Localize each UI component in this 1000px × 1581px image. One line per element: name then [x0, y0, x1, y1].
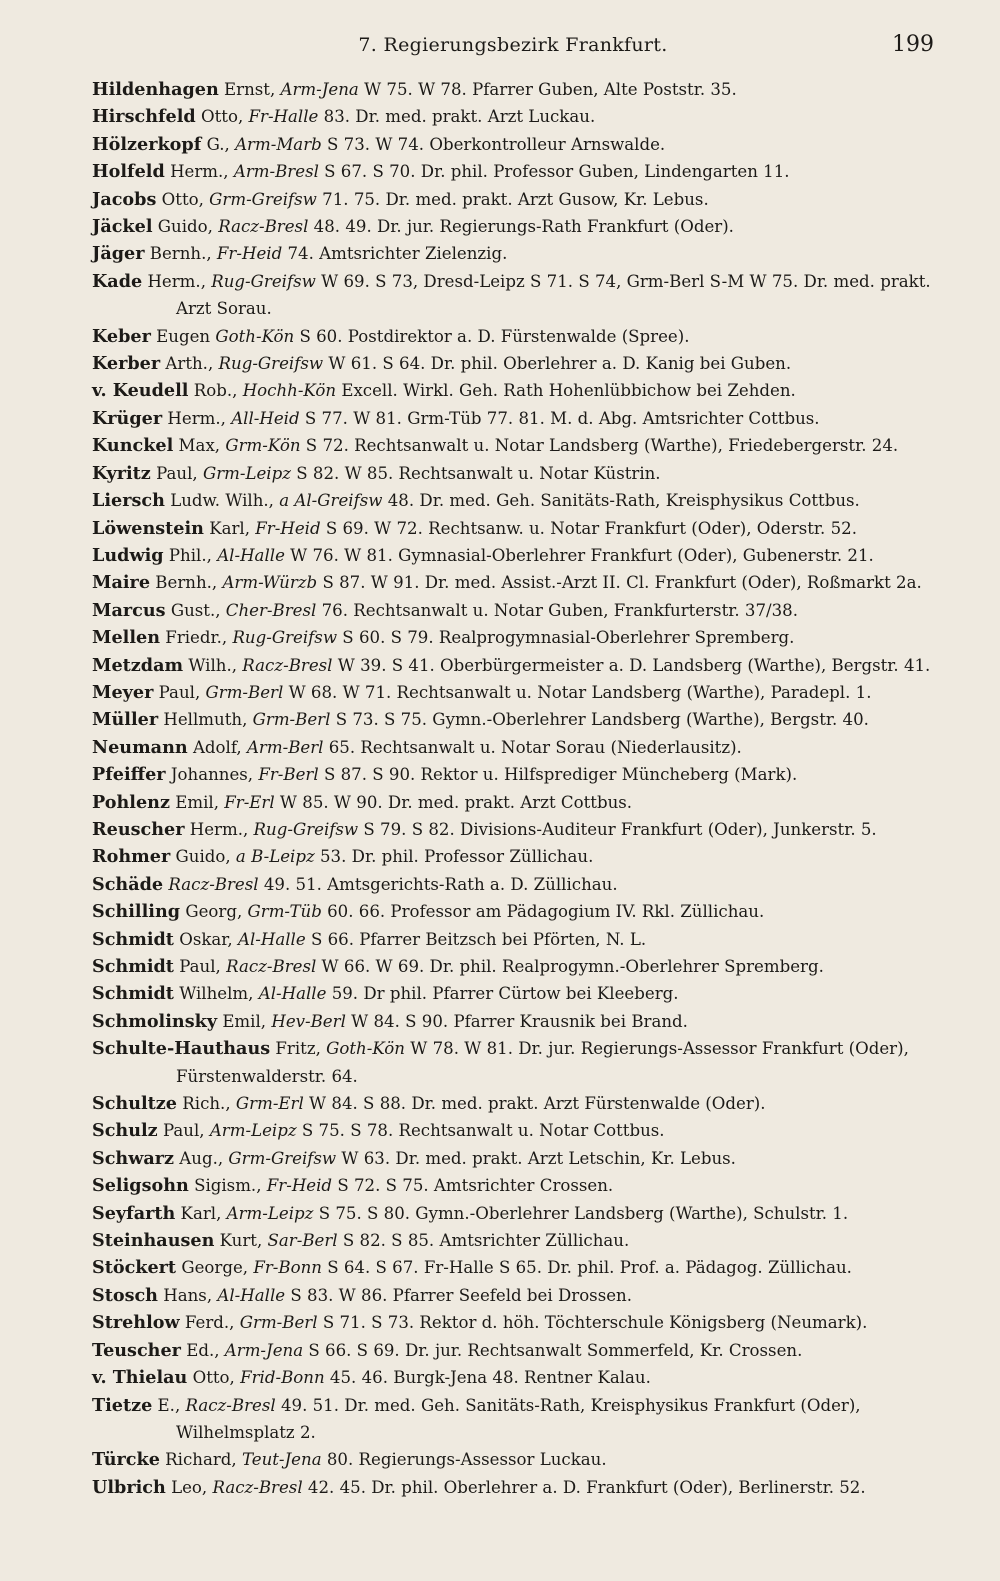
entry-details: W 63. Dr. med. prakt. Arzt Letschin, Kr. Lebus.	[336, 1148, 736, 1168]
entry-surname: Kerber	[92, 353, 161, 375]
entry-surname: Teuscher	[92, 1339, 181, 1361]
entry-given-name: Gust.,	[165, 600, 226, 620]
entry-given-name: Friedr.,	[160, 628, 233, 648]
entry-given-name: Karl,	[203, 518, 256, 538]
entry-details: S 72. S 75. Amtsrichter Crossen.	[332, 1176, 614, 1196]
entry-given-name: Sigism.,	[188, 1176, 267, 1196]
entry-details: 71. 75. Dr. med. prakt. Arzt Gusow, Kr. Lebus.	[316, 189, 709, 209]
entry-given-name: George,	[176, 1258, 254, 1278]
entry-university: a B-Leipz	[235, 847, 315, 867]
entry-given-name: Johannes,	[165, 765, 259, 785]
entry-given-name: Karl,	[175, 1203, 227, 1223]
entry-university: Racz-Bresl	[226, 957, 317, 976]
entry-given-name: Ferd.,	[179, 1313, 240, 1333]
register-entry	[92, 1145, 934, 1172]
entry-details: S 87. W 91. Dr. med. Assist.-Arzt II. Cl. Frankfurt (Oder), Roßmarkt 2a.	[317, 573, 922, 593]
entry-details: S 79. S 82. Divisions-Auditeur Frankfurt (Oder), Junkerstr. 5.	[358, 819, 877, 839]
entry-given-name: Richard,	[159, 1450, 242, 1470]
entry-details: 53. Dr. phil. Professor Züllichau.	[314, 847, 594, 867]
register-entry	[92, 597, 934, 624]
entry-university: Fr-Heid	[266, 1176, 333, 1196]
register-entry	[92, 213, 934, 240]
entry-given-name: Hellmuth,	[158, 710, 253, 730]
entry-surname: Meyer	[92, 681, 154, 703]
entry-surname: Keber	[92, 325, 151, 347]
register-entry	[92, 761, 934, 788]
entry-given-name: Otto,	[195, 107, 249, 127]
entry-surname: Strehlow	[92, 1312, 180, 1334]
entry-surname: Stosch	[92, 1284, 158, 1306]
entry-university: All-Heid	[231, 408, 300, 428]
register-entry	[92, 734, 934, 761]
entry-details: 42. 45. Dr. phil. Oberlehrer a. D. Frankfurt (Oder), Berlinerstr. 52.	[302, 1477, 866, 1497]
register-entry	[92, 487, 934, 514]
register-entry	[92, 1172, 934, 1199]
entry-university: Rug-Greifsw	[232, 628, 338, 648]
entry-surname: v. Keudell	[92, 380, 189, 402]
entry-surname: Holfeld	[92, 161, 165, 183]
entry-university: Fr-Erl	[224, 792, 275, 812]
entry-university: Teut-Jena	[241, 1450, 322, 1470]
entry-university: Arm-Berl	[246, 737, 324, 757]
entry-university: Arm-Bresl	[233, 162, 319, 182]
entry-university: Hev-Berl	[271, 1011, 346, 1031]
entry-university: Fr-Heid	[216, 244, 283, 264]
entry-given-name: Rich.,	[177, 1094, 236, 1114]
entry-given-name: Bernh.,	[144, 244, 217, 264]
entry-given-name: Hans,	[157, 1285, 218, 1305]
entry-details: W 85. W 90. Dr. med. prakt. Arzt Cottbus.	[274, 792, 633, 812]
entry-surname: Schmolinsky	[92, 1010, 218, 1032]
register-entry	[92, 1446, 934, 1473]
entry-details: S 72. Rechtsanwalt u. Notar Landsberg (Warthe), Friedebergerstr. 24.	[300, 436, 899, 456]
register-entries	[92, 76, 934, 1501]
entry-details: W 61. S 64. Dr. phil. Oberlehrer a. D. Kanig bei Guben.	[323, 354, 792, 374]
entry-given-name: Emil,	[169, 792, 225, 812]
register-entry	[92, 953, 934, 980]
entry-surname: Metzdam	[92, 654, 184, 676]
entry-details: 59. Dr phil. Pfarrer Cürtow bei Kleeberg.	[326, 984, 679, 1004]
entry-details: W 84. S 90. Pfarrer Krausnik bei Brand.	[345, 1011, 688, 1031]
entry-details: S 69. W 72. Rechtsanw. u. Notar Frankfurt (Oder), Oderstr. 52.	[320, 518, 857, 538]
entry-university: Arm-Jena	[280, 80, 359, 99]
entry-details: 49. 51. Dr. med. Geh. Sanitäts-Rath, Kreisphysikus Frankfurt (Oder), Wilhelmsplatz 2.	[176, 1395, 861, 1442]
entry-given-name: Kurt,	[214, 1231, 268, 1251]
entry-given-name: Max,	[173, 436, 226, 456]
entry-details: S 71. S 73. Rektor d. höh. Töchterschule Königsberg (Neumark).	[317, 1313, 868, 1333]
register-entry	[92, 377, 934, 404]
entry-university: Racz-Bresl	[218, 217, 309, 237]
entry-details: S 82. W 85. Rechtsanwalt u. Notar Küstrin.	[290, 463, 661, 483]
entry-university: Grm-Berl	[252, 710, 331, 730]
entry-surname: Hölzerkopf	[92, 133, 202, 155]
entry-university: Fr-Heid	[255, 518, 321, 538]
entry-given-name: Paul,	[150, 463, 203, 483]
entry-given-name: Eugen	[150, 326, 216, 346]
register-entry	[92, 624, 934, 651]
entry-given-name: Adolf,	[187, 737, 247, 757]
entry-given-name: Georg,	[180, 902, 248, 922]
entry-details: S 64. S 67. Fr-Halle S 65. Dr. phil. Prof. a. Pädagog. Züllichau.	[321, 1258, 852, 1278]
entry-surname: Löwenstein	[92, 517, 204, 539]
entry-given-name: Bernh.,	[150, 573, 223, 593]
entry-surname: Kyritz	[92, 462, 151, 484]
entry-given-name: Wilhelm,	[173, 984, 259, 1004]
entry-university: Rug-Greifsw	[211, 271, 316, 291]
entry-details: 48. Dr. med. Geh. Sanitäts-Rath, Kreisphysikus Cottbus.	[382, 491, 860, 511]
entry-details: W 66. W 69. Dr. phil. Realprogymn.-Oberlehrer Spremberg.	[316, 957, 824, 976]
entry-details: S 73. W 74. Oberkontrolleur Arnswalde.	[321, 134, 666, 154]
entry-university: Al-Halle	[258, 984, 327, 1004]
entry-given-name: Leo,	[165, 1477, 213, 1497]
entry-surname: Stöckert	[92, 1257, 177, 1279]
entry-university: Arm-Leipz	[226, 1203, 314, 1223]
register-entry	[92, 816, 934, 843]
register-entry	[92, 432, 934, 459]
entry-university: a Al-Greifsw	[279, 491, 383, 511]
register-entry	[92, 542, 934, 569]
entry-details: W 78. W 81. Dr. jur. Regierungs-Assessor Frankfurt (Oder), Fürstenwalderstr. 64.	[176, 1039, 909, 1086]
entry-given-name: Herm.,	[142, 271, 212, 291]
register-entry	[92, 980, 934, 1007]
entry-university: Grm-Leipz	[202, 463, 291, 483]
entry-given-name: Fritz,	[270, 1039, 327, 1059]
entry-details: W 75. W 78. Pfarrer Guben, Alte Poststr. 35.	[358, 80, 737, 99]
register-entry	[92, 405, 934, 432]
entry-university: Goth-Kön	[326, 1039, 405, 1059]
entry-details: S 87. S 90. Rektor u. Hilfsprediger Müncheberg (Mark).	[318, 765, 798, 785]
entry-university: Grm-Greifsw	[228, 1148, 337, 1168]
register-entry	[92, 1309, 934, 1336]
entry-surname: Ludwig	[92, 544, 164, 566]
entry-details: 60. 66. Professor am Pädagogium IV. Rkl. Züllichau.	[321, 902, 765, 922]
register-entry	[92, 1117, 934, 1144]
entry-university: Rug-Greifsw	[218, 354, 324, 374]
entry-details: W 68. W 71. Rechtsanwalt u. Notar Landsberg (Warthe), Paradepl. 1.	[283, 682, 872, 702]
entry-details: S 67. S 70. Dr. phil. Professor Guben, Lindengarten 11.	[318, 162, 790, 182]
entry-given-name: Oskar,	[173, 929, 238, 949]
entry-surname: Pfeiffer	[92, 764, 166, 786]
entry-details: S 66. S 69. Dr. jur. Rechtsanwalt Sommerfeld, Kr. Crossen.	[303, 1340, 803, 1360]
entry-given-name: Otto,	[156, 189, 210, 209]
register-entry	[92, 460, 934, 487]
entry-surname: Neumann	[92, 736, 188, 758]
entry-given-name: Arth.,	[160, 354, 219, 374]
entry-university: Racz-Bresl	[242, 655, 333, 675]
entry-details: S 75. S 78. Rechtsanwalt u. Notar Cottbus.	[296, 1121, 665, 1141]
entry-university: Hochh-Kön	[242, 381, 337, 401]
register-entry	[92, 103, 934, 130]
register-entry	[92, 1282, 934, 1309]
register-entry	[92, 1474, 934, 1501]
entry-surname: Rohmer	[92, 846, 171, 868]
entry-given-name: G.,	[201, 134, 236, 154]
entry-university: Grm-Kön	[225, 436, 301, 456]
entry-given-name: Phil.,	[163, 545, 218, 565]
entry-details: W 39. S 41. Oberbürgermeister a. D. Landsberg (Warthe), Bergstr. 41.	[332, 655, 931, 675]
entry-university: Sar-Berl	[267, 1231, 338, 1251]
entry-surname: Schulz	[92, 1120, 158, 1142]
entry-given-name: Ernst,	[218, 80, 281, 99]
register-entry	[92, 158, 934, 185]
entry-university: Cher-Bresl	[225, 600, 317, 620]
entry-university: Racz-Bresl	[212, 1477, 303, 1497]
entry-surname: Seyfarth	[92, 1202, 176, 1224]
entry-university: Grm-Greifsw	[209, 189, 317, 209]
register-entry	[92, 1200, 934, 1227]
entry-details: S 82. S 85. Amtsrichter Züllichau.	[337, 1231, 630, 1251]
entry-details: 74. Amtsrichter Zielenzig.	[282, 244, 508, 264]
running-head	[92, 30, 934, 64]
entry-surname: Müller	[92, 709, 159, 731]
entry-surname: v. Thielau	[92, 1367, 188, 1389]
entry-university: Grm-Tüb	[247, 902, 322, 922]
register-entry	[92, 1254, 934, 1281]
register-entry	[92, 1227, 934, 1254]
register-entry	[92, 706, 934, 733]
register-entry	[92, 1035, 934, 1090]
entry-university: Al-Halle	[237, 929, 306, 949]
entry-surname: Schmidt	[92, 928, 174, 950]
register-entry	[92, 268, 934, 323]
entry-details: 49. 51. Amtsgerichts-Rath a. D. Züllichau.	[258, 874, 618, 894]
entry-surname: Jäckel	[92, 216, 153, 238]
entry-details: 83. Dr. med. prakt. Arzt Luckau.	[318, 107, 596, 127]
entry-surname: Hildenhagen	[92, 79, 219, 100]
register-entry	[92, 898, 934, 925]
entry-details: S 75. S 80. Gymn.-Oberlehrer Landsberg (Warthe), Schulstr. 1.	[313, 1203, 849, 1223]
entry-details: W 84. S 88. Dr. med. prakt. Arzt Fürstenwalde (Oder).	[303, 1094, 766, 1114]
entry-details: 45. 46. Burgk-Jena 48. Rentner Kalau.	[324, 1368, 651, 1388]
entry-details: S 60. S 79. Realprogymnasial-Oberlehrer Spremberg.	[337, 628, 795, 648]
entry-details: S 60. Postdirektor a. D. Fürstenwalde (Spree).	[294, 326, 690, 346]
entry-given-name: Paul,	[157, 1121, 210, 1141]
entry-surname: Kade	[92, 270, 143, 292]
entry-university: Fr-Bonn	[253, 1258, 322, 1278]
entry-surname: Schmidt	[92, 983, 174, 1005]
register-entry	[92, 1364, 934, 1391]
entry-surname: Kunckel	[92, 435, 174, 457]
register-entry	[92, 652, 934, 679]
entry-surname: Reuscher	[92, 818, 185, 840]
register-entry	[92, 350, 934, 377]
entry-given-name: Guido,	[170, 847, 236, 867]
register-entry	[92, 1392, 934, 1447]
entry-details: S 73. S 75. Gymn.-Oberlehrer Landsberg (Warthe), Bergstr. 40.	[330, 710, 869, 730]
register-entry	[92, 186, 934, 213]
register-entry	[92, 515, 934, 542]
page-number: 199	[892, 32, 934, 57]
entry-university: Grm-Berl	[239, 1313, 318, 1333]
entry-university: Frid-Bonn	[240, 1368, 325, 1388]
entry-surname: Tietze	[92, 1394, 153, 1416]
entry-surname: Ulbrich	[92, 1476, 166, 1498]
entry-surname: Seligsohn	[92, 1175, 189, 1197]
entry-given-name: Paul,	[173, 957, 227, 976]
register-entry	[92, 240, 934, 267]
entry-university: Fr-Halle	[248, 107, 319, 127]
register-entry	[92, 843, 934, 870]
register-entry	[92, 1337, 934, 1364]
entry-surname: Türcke	[92, 1449, 160, 1471]
entry-details: 76. Rechtsanwalt u. Notar Guben, Frankfurterstr. 37/38.	[316, 600, 798, 620]
entry-details: 48. 49. Dr. jur. Regierungs-Rath Frankfurt (Oder).	[308, 217, 734, 237]
entry-details: 80. Regierungs-Assessor Luckau.	[321, 1450, 607, 1470]
entry-university: Arm-Leipz	[209, 1121, 297, 1141]
entry-surname: Hirschfeld	[92, 106, 196, 128]
entry-surname: Schilling	[92, 901, 181, 923]
entry-university: Al-Halle	[217, 545, 285, 565]
register-entry	[92, 323, 934, 350]
entry-given-name: Ludw. Wilh.,	[164, 491, 280, 511]
register-entry	[92, 569, 934, 596]
entry-given-name: Aug.,	[174, 1148, 229, 1168]
entry-given-name: Ed.,	[180, 1340, 225, 1360]
entry-university: Arm-Marb	[235, 134, 322, 154]
entry-university: Grm-Erl	[235, 1094, 304, 1114]
register-entry	[92, 1008, 934, 1035]
entry-given-name: Otto,	[187, 1368, 241, 1388]
entry-surname: Krüger	[92, 407, 163, 429]
entry-university: Racz-Bresl	[168, 874, 259, 894]
entry-university: Racz-Bresl	[185, 1395, 276, 1415]
entry-surname: Schulte-Hauthaus	[92, 1038, 271, 1060]
entry-given-name: Herm.,	[164, 162, 234, 182]
entry-details: 65. Rechtsanwalt u. Notar Sorau (Niederlausitz).	[323, 737, 742, 757]
entry-surname: Schmidt	[92, 956, 174, 977]
running-title: 7. Regierungsbezirk Frankfurt.	[358, 34, 668, 56]
entry-surname: Schäde	[92, 873, 164, 895]
entry-surname: Schwarz	[92, 1147, 175, 1169]
entry-given-name: Wilh.,	[183, 655, 243, 675]
entry-surname: Jäger	[92, 243, 145, 265]
entry-university: Arm-Würzb	[222, 573, 318, 593]
entry-given-name: Paul,	[153, 682, 206, 702]
register-entry	[92, 926, 934, 953]
entry-details: Excell. Wirkl. Geh. Rath Hohenlübbichow bei Zehden.	[336, 381, 796, 401]
register-entry	[92, 789, 934, 816]
entry-details: W 76. W 81. Gymnasial-Oberlehrer Frankfurt (Oder), Gubenerstr. 21.	[284, 545, 874, 565]
entry-given-name: Herm.,	[184, 819, 254, 839]
entry-surname: Pohlenz	[92, 791, 170, 813]
register-entry	[92, 131, 934, 158]
entry-given-name: Herm.,	[162, 408, 232, 428]
entry-university: Al-Halle	[217, 1285, 286, 1305]
register-entry	[92, 679, 934, 706]
register-entry	[92, 1090, 934, 1117]
entry-surname: Jacobs	[92, 188, 157, 210]
entry-university: Fr-Berl	[258, 765, 319, 785]
entry-details: S 83. W 86. Pfarrer Seefeld bei Drossen.	[285, 1285, 632, 1305]
entry-details: S 77. W 81. Grm-Tüb 77. 81. M. d. Abg. Amtsrichter Cottbus.	[299, 408, 820, 428]
entry-surname: Liersch	[92, 490, 165, 512]
entry-surname: Schultze	[92, 1093, 177, 1115]
entry-details: S 66. Pfarrer Beitzsch bei Pförten, N. L.	[305, 929, 647, 949]
entry-surname: Mellen	[92, 627, 161, 649]
register-entry	[92, 871, 934, 898]
entry-surname: Steinhausen	[92, 1230, 215, 1252]
entry-university: Arm-Jena	[224, 1340, 304, 1360]
entry-given-name: Emil,	[217, 1011, 272, 1031]
entry-university: Goth-Kön	[215, 326, 295, 346]
entry-given-name: Guido,	[152, 217, 219, 237]
entry-surname: Maire	[92, 572, 151, 594]
entry-surname: Marcus	[92, 599, 166, 621]
entry-university: Rug-Greifsw	[253, 819, 359, 839]
entry-given-name: Rob.,	[188, 381, 243, 401]
entry-university: Grm-Berl	[205, 682, 284, 702]
register-entry	[92, 76, 934, 103]
entry-given-name: E.,	[152, 1395, 186, 1415]
entry-details: W 69. S 73, Dresd-Leipz S 71. S 74, Grm-Berl S-M W 75. Dr. med. prakt. Arzt Sorau.	[176, 271, 931, 319]
